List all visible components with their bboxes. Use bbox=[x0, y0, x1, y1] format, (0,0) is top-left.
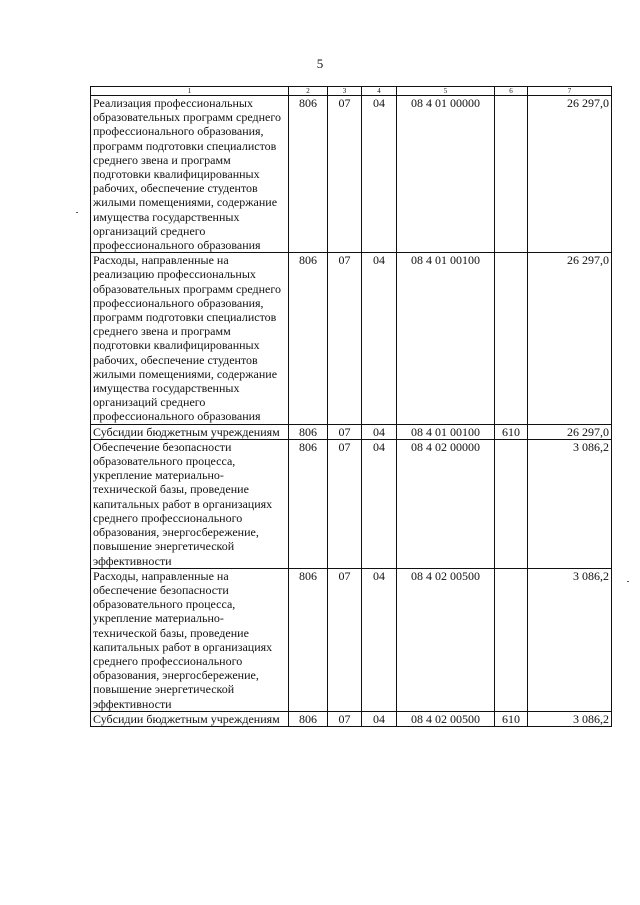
section-code: 07 bbox=[328, 711, 362, 726]
row-name: Обеспечение безопасности образовательного процесса, укрепление материально-технической базы, проведение капитальных работ в организациях среднего профессионального образования, энергосбережение, повышение энергетической эффективности bbox=[91, 439, 289, 568]
subsection-code: 04 bbox=[362, 711, 397, 726]
expense-type-code bbox=[495, 253, 528, 424]
subsection-code: 04 bbox=[362, 96, 397, 253]
scan-speck bbox=[627, 581, 629, 582]
column-number: 3 bbox=[328, 87, 362, 96]
ministry-code: 806 bbox=[289, 568, 328, 711]
amount: 26 297,0 bbox=[528, 96, 612, 253]
section-code: 07 bbox=[328, 253, 362, 424]
target-article-code: 08 4 01 00000 bbox=[397, 96, 495, 253]
ministry-code: 806 bbox=[289, 711, 328, 726]
section-code: 07 bbox=[328, 439, 362, 568]
target-article-code: 08 4 02 00500 bbox=[397, 568, 495, 711]
column-number: 1 bbox=[91, 87, 289, 96]
expense-type-code: 610 bbox=[495, 711, 528, 726]
target-article-code: 08 4 01 00100 bbox=[397, 253, 495, 424]
row-name: Расходы, направленные на обеспечение безопасности образовательного процесса, укрепление материально-технической базы, проведение капитальных работ в организациях среднего профессионального образования, энергосбережение, повышение энергетической эффективности bbox=[91, 568, 289, 711]
amount: 26 297,0 bbox=[528, 424, 612, 439]
ministry-code: 806 bbox=[289, 96, 328, 253]
amount: 3 086,2 bbox=[528, 568, 612, 711]
subsection-code: 04 bbox=[362, 439, 397, 568]
column-number: 7 bbox=[528, 87, 612, 96]
expense-type-code bbox=[495, 439, 528, 568]
amount: 3 086,2 bbox=[528, 711, 612, 726]
subsection-code: 04 bbox=[362, 568, 397, 711]
subsection-code: 04 bbox=[362, 253, 397, 424]
ministry-code: 806 bbox=[289, 424, 328, 439]
row-name: Субсидии бюджетным учреждениям bbox=[91, 711, 289, 726]
column-number: 5 bbox=[397, 87, 495, 96]
target-article-code: 08 4 02 00500 bbox=[397, 711, 495, 726]
row-name: Субсидии бюджетным учреждениям bbox=[91, 424, 289, 439]
column-number: 6 bbox=[495, 87, 528, 96]
table-row bbox=[91, 711, 612, 726]
column-number: 2 bbox=[289, 87, 328, 96]
column-number: 4 bbox=[362, 87, 397, 96]
amount: 3 086,2 bbox=[528, 439, 612, 568]
section-code: 07 bbox=[328, 568, 362, 711]
target-article-code: 08 4 01 00100 bbox=[397, 424, 495, 439]
section-code: 07 bbox=[328, 424, 362, 439]
table-row bbox=[91, 96, 612, 253]
expense-type-code bbox=[495, 96, 528, 253]
subsection-code: 04 bbox=[362, 424, 397, 439]
column-number-row bbox=[91, 87, 612, 96]
expense-type-code bbox=[495, 568, 528, 711]
ministry-code: 806 bbox=[289, 439, 328, 568]
table-row bbox=[91, 253, 612, 424]
ministry-code: 806 bbox=[289, 253, 328, 424]
page-number: 5 bbox=[316, 56, 324, 71]
table-row bbox=[91, 568, 612, 711]
expense-type-code: 610 bbox=[495, 424, 528, 439]
budget-table bbox=[90, 86, 612, 727]
row-name: Расходы, направленные на реализацию профессиональных образовательных программ среднего профессионального образования, программ подготовки специалистов среднего звена и программ подготовки квалифицированных рабочих, обеспечение студентов жилыми помещениями, содержание имущества государственных организаций среднего профессионального образования bbox=[91, 253, 289, 424]
row-name: Реализация профессиональных образовательных программ среднего профессионального образования, программ подготовки специалистов среднего звена и программ подготовки квалифицированных рабочих, обеспечение студентов жилыми помещениями, содержание имущества государственных организаций среднего профессионального образования bbox=[91, 96, 289, 253]
table-row bbox=[91, 439, 612, 568]
amount: 26 297,0 bbox=[528, 253, 612, 424]
target-article-code: 08 4 02 00000 bbox=[397, 439, 495, 568]
scan-speck bbox=[76, 212, 78, 213]
section-code: 07 bbox=[328, 96, 362, 253]
table-row bbox=[91, 424, 612, 439]
